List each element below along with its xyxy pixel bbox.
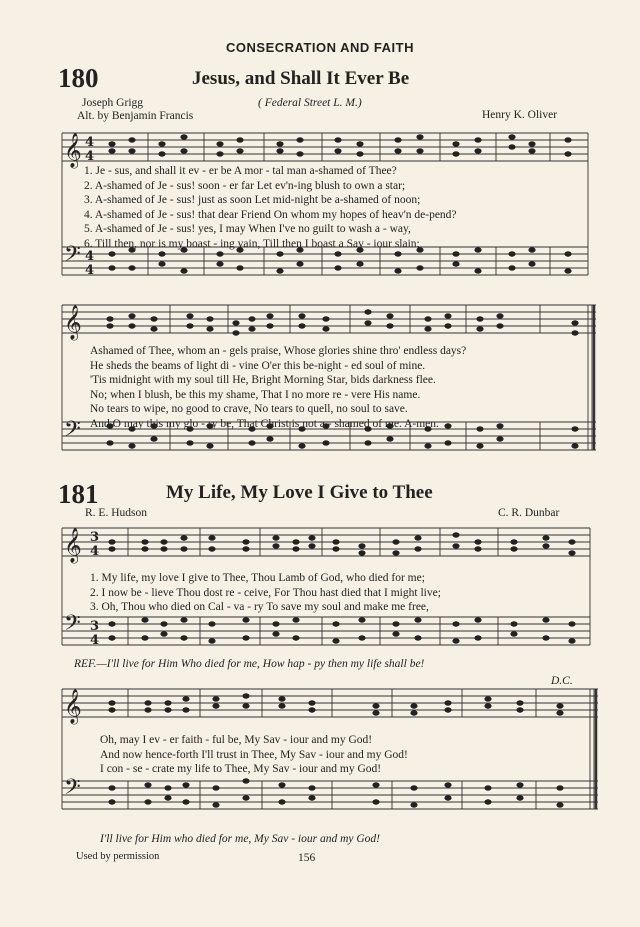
hymn-181-title: My Life, My Love I Give to Thee xyxy=(166,482,433,503)
verse-line: 5. A-shamed of Je - sus! yes, I may When I've no guilt to wash a - way, xyxy=(84,223,411,235)
verse-line: I con - se - crate my life to Thee, My Sav - iour and my God! xyxy=(100,763,382,775)
hymn-181-composer: C. R. Dunbar xyxy=(498,507,560,519)
hymn-181-verses-a xyxy=(90,571,441,615)
svg-text:𝄞: 𝄞 xyxy=(64,528,82,563)
svg-text:3: 3 xyxy=(90,619,100,634)
hymn-181-number: 181 xyxy=(58,479,99,509)
section-heading: CONSECRATION AND FAITH xyxy=(226,40,414,55)
hymn-181-verses-b xyxy=(100,733,408,777)
svg-text:𝄢: 𝄢 xyxy=(64,775,81,805)
page-number: 156 xyxy=(298,852,316,864)
verse-line: Ashamed of Thee, whom an - gels praise, Whose glories shine thro' endless days? xyxy=(90,345,467,357)
verse-line: 1. Je - sus, and shall it ev - er be A mor - tal man a-shamed of Thee? xyxy=(84,165,397,177)
hymn-180-alt: Alt. by Benjamin Francis xyxy=(77,110,194,122)
svg-text:𝄢: 𝄢 xyxy=(64,611,81,641)
permission-note: Used by permission xyxy=(76,851,160,862)
verse-line: 1. My life, my love I give to Thee, Thou Lamb of God, who died for me; xyxy=(90,572,425,584)
hymn-180-number: 180 xyxy=(58,63,99,93)
svg-text:4: 4 xyxy=(85,249,95,264)
verse-line: 3. A-shamed of Je - sus! just as soon Let mid-night be a-shamed of noon; xyxy=(84,194,421,206)
svg-text:𝄞: 𝄞 xyxy=(64,133,82,168)
svg-text:3: 3 xyxy=(90,530,100,545)
svg-text:4: 4 xyxy=(90,544,100,559)
hymn-181-refrain-end: I'll live for Him who died for me, My Sav - iour and my God! xyxy=(100,833,381,845)
svg-text:4: 4 xyxy=(90,633,100,648)
verse-line: 3. Oh, Thou who died on Cal - va - ry To save my soul and make me free, xyxy=(90,601,429,613)
svg-text:4: 4 xyxy=(85,149,95,164)
verse-line: 2. I now be - lieve Thou dost re - ceive, For Thou hast died that I might live; xyxy=(90,586,441,599)
svg-text:4: 4 xyxy=(85,263,95,278)
verse-line: No tears to wipe, no good to crave, No tears to quell, no soul to save. xyxy=(90,403,408,415)
svg-text:𝄢: 𝄢 xyxy=(64,417,81,447)
svg-text:4: 4 xyxy=(85,135,95,150)
verse-line: No; when I blush, be this my shame, That I no more re - vere His name. xyxy=(90,388,421,401)
verse-line: Oh, may I ev - er faith - ful be, My Sav - iour and my God! xyxy=(100,734,373,746)
verse-line: 2. A-shamed of Je - sus! soon - er far Let ev'n-ing blush to own a star; xyxy=(84,179,406,192)
verse-line: 4. A-shamed of Je - sus! that dear Friend On whom my hopes of heav'n de-pend? xyxy=(84,208,457,221)
svg-text:𝄢: 𝄢 xyxy=(64,242,81,272)
hymn-181-author: R. E. Hudson xyxy=(85,507,147,519)
hymn-180-author: Joseph Grigg xyxy=(82,97,144,109)
hymn-181-dc: D.C. xyxy=(551,675,573,687)
verse-line: And now hence-forth I'll trust in Thee, My Sav - iour and my God! xyxy=(100,748,408,761)
hymn-181-refrain: REF.—I'll live for Him Who died for me, How hap - py then my life shall be! xyxy=(74,658,425,670)
verse-line: And O may this my glo - ry be, That Christ is not a - shamed of me. A-men. xyxy=(90,417,439,430)
hymn-180-tune: ( Federal Street L. M.) xyxy=(258,97,362,109)
hymn-180-composer: Henry K. Oliver xyxy=(482,109,558,121)
verse-line: 'Tis midnight with my soul till He, Bright Morning Star, bids darkness flee. xyxy=(90,374,436,386)
verse-line: 6. Till then, nor is my boast - ing vain, Till then I boast a Sav - iour slain; xyxy=(84,237,420,250)
svg-text:𝄞: 𝄞 xyxy=(64,305,82,340)
svg-text:𝄞: 𝄞 xyxy=(64,689,82,724)
verse-line: He sheds the beams of light di - vine O'er this be-night - ed soul of mine. xyxy=(90,359,426,372)
hymn-180-title: Jesus, and Shall It Ever Be xyxy=(192,68,410,89)
